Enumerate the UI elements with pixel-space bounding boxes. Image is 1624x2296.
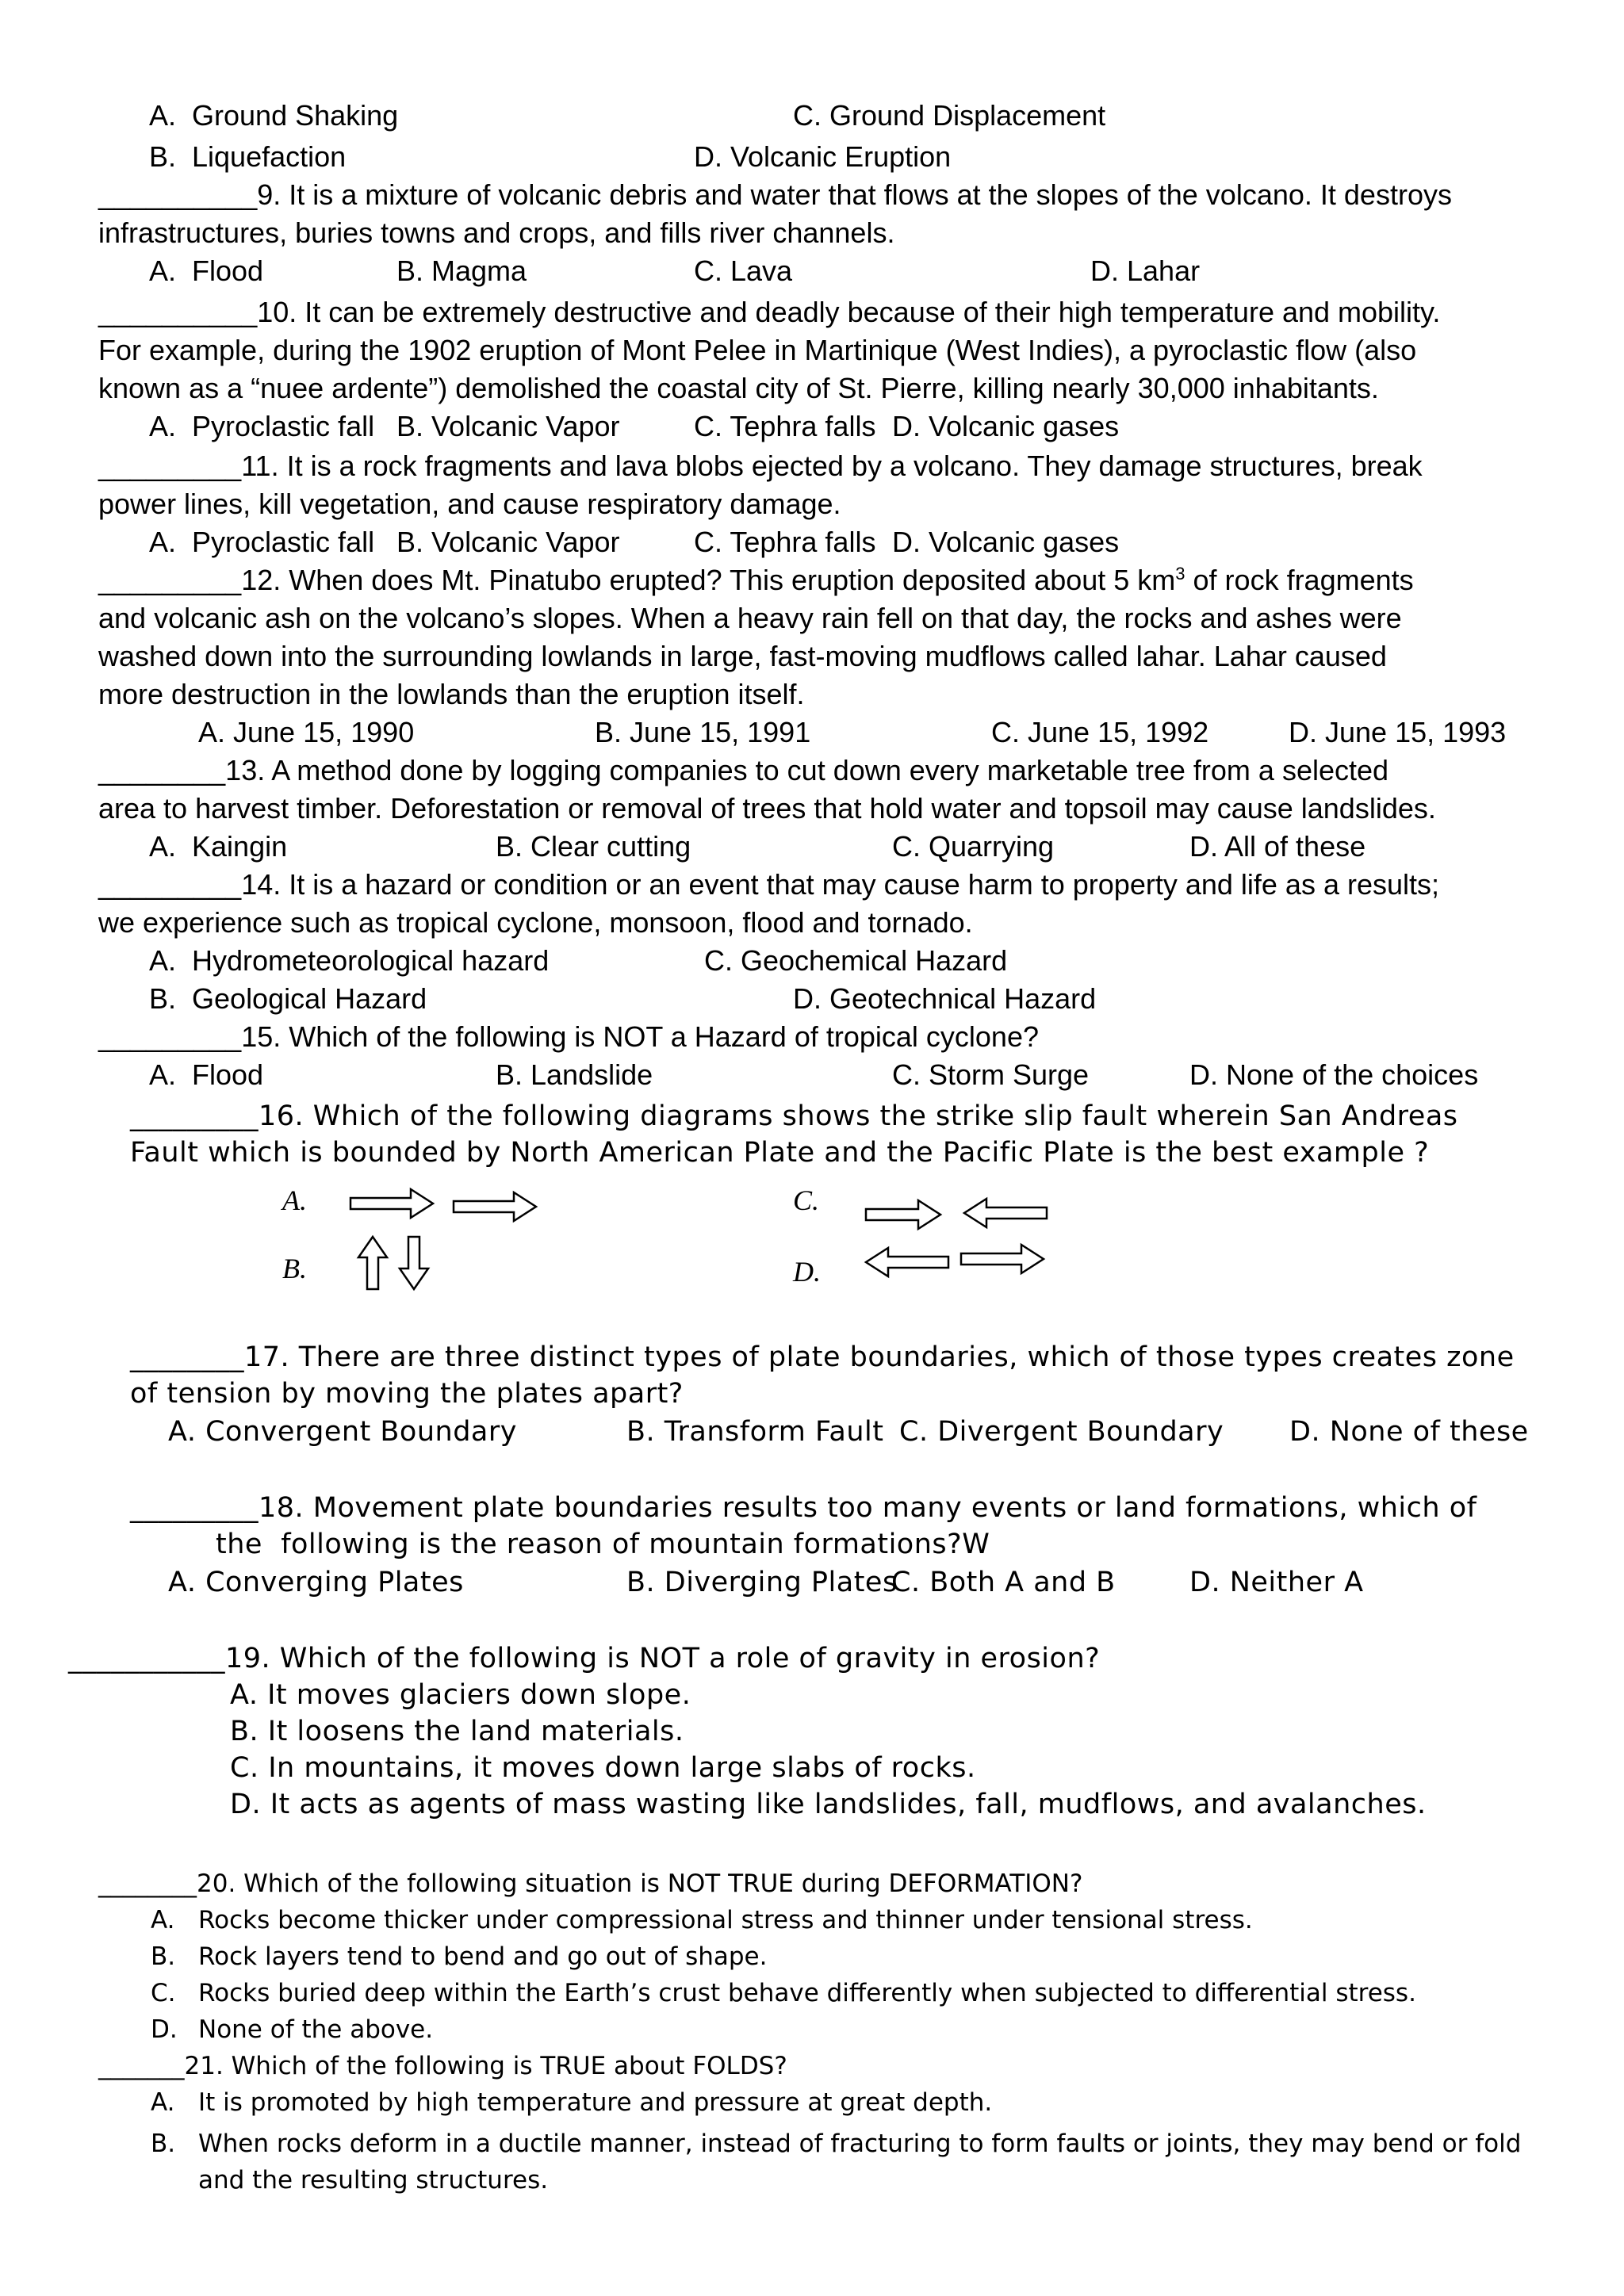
q8-choice-b: B. Liquefaction: [149, 140, 347, 173]
q14-choice-a: A. Hydrometeorological hazard: [149, 944, 550, 977]
q20-text-1: ________20. Which of the following situation is NOT TRUE during DEFORMATION?: [98, 1869, 1083, 1898]
q12-choice-b: B. June 15, 1991: [595, 716, 811, 748]
q17-text-1: ________17. There are three distinct types of plate boundaries, which of those types creates zone: [130, 1341, 1515, 1373]
arrow-left-icon: [864, 1245, 952, 1280]
arrow-right-icon: [349, 1186, 436, 1221]
q20-choice-a: Rocks become thicker under compressional stress and thinner under tensional stress.: [198, 1906, 1253, 1934]
q20-choice-c-label: C.: [151, 1979, 176, 2007]
arrow-down-icon: [396, 1235, 431, 1291]
q21-choice-b-line2: and the resulting structures.: [198, 2166, 549, 2195]
q16-choice-c-label: C.: [793, 1184, 820, 1216]
q9-choice-d: D. Lahar: [1090, 254, 1201, 287]
q14-choice-b: B. Geological Hazard: [149, 982, 427, 1015]
q17-text-2: of tension by moving the plates apart?: [130, 1378, 684, 1410]
arrow-right-icon: [864, 1197, 944, 1232]
q21-choice-a-label: A.: [151, 2088, 175, 2117]
q9-choice-b: B. Magma: [396, 254, 527, 287]
q19-choice-d: D. It acts as agents of mass wasting like landslides, fall, mudflows, and avalanches.: [230, 1789, 1427, 1820]
q13-choice-b: B. Clear cutting: [496, 830, 691, 863]
q19-choice-c: C. In mountains, it moves down large slabs of rocks.: [230, 1752, 976, 1784]
q20-choice-a-label: A.: [151, 1906, 175, 1934]
q15-choice-a: A. Flood: [149, 1058, 264, 1091]
q18-choice-d: D. Neither A: [1189, 1567, 1364, 1598]
q21-choice-b-line1: When rocks deform in a ductile manner, instead of fracturing to form faults or joints, they may bend or fold: [198, 2130, 1522, 2158]
q16-choice-d-label: D.: [793, 1256, 821, 1288]
q11-choice-d: D. Volcanic gases: [892, 526, 1120, 558]
q12-text-1: [98, 561, 1414, 599]
q10-choice-c: C. Tephra falls: [694, 410, 876, 442]
q10-text-3: known as a “nuee ardente”) demolished the coastal city of St. Pierre, killing nearly 30,000 inhabitants.: [98, 372, 1379, 404]
q13-text-2: area to harvest timber. Deforestation or removal of trees that hold water and topsoil may cause landslides.: [98, 792, 1436, 825]
q20-choice-d: None of the above.: [198, 2015, 434, 2044]
q20-choice-b: Rock layers tend to bend and go out of shape.: [198, 1942, 768, 1971]
q8-choice-a: A. Ground Shaking: [149, 99, 399, 132]
q12-choice-a: A. June 15, 1990: [198, 716, 415, 748]
q20-choice-d-label: D.: [151, 2015, 178, 2044]
q10-choice-a: A. Pyroclastic fall: [149, 410, 375, 442]
arrow-right-icon: [959, 1242, 1047, 1276]
q14-choice-d: D. Geotechnical Hazard: [793, 982, 1097, 1015]
q19-choice-a: A. It moves glaciers down slope.: [230, 1679, 691, 1711]
q12-text-2: and volcanic ash on the volcano’s slopes. When a heavy rain fell on that day, the rocks and ashes were: [98, 602, 1402, 634]
q12-choice-d: D. June 15, 1993: [1289, 716, 1507, 748]
q17-choice-a: A. Convergent Boundary: [168, 1416, 517, 1448]
q8-choice-d: D. Volcanic Eruption: [694, 140, 952, 173]
q15-choice-d: D. None of the choices: [1189, 1058, 1479, 1091]
q12-text-1b: of rock fragments: [1185, 564, 1414, 596]
q21-choice-b-label: B.: [151, 2130, 176, 2158]
q17-choice-d: D. None of these: [1289, 1416, 1529, 1448]
q21-text-1: _______21. Which of the following is TRUE about FOLDS?: [98, 2052, 787, 2080]
arrow-left-icon: [963, 1196, 1050, 1230]
q9-text-2: infrastructures, buries towns and crops, and fills river channels.: [98, 216, 895, 249]
q18-text-2: the following is the reason of mountain formations?W: [216, 1529, 990, 1560]
q16-choice-b-label: B.: [282, 1253, 307, 1284]
q11-text-2: power lines, kill vegetation, and cause respiratory damage.: [98, 488, 841, 520]
q21-choice-a: It is promoted by high temperature and pressure at great depth.: [198, 2088, 993, 2117]
q19-text-1: ___________19. Which of the following is NOT a role of gravity in erosion?: [68, 1643, 1101, 1674]
q12-text-1a: _________12. When does Mt. Pinatubo erupted? This eruption deposited about 5 km: [98, 564, 1176, 596]
q10-choice-d: D. Volcanic gases: [892, 410, 1120, 442]
q10-choice-b: B. Volcanic Vapor: [396, 410, 620, 442]
q9-choice-c: C. Lava: [694, 254, 793, 287]
q18-choice-b: B. Diverging Plates: [626, 1567, 898, 1598]
q14-text-2: we experience such as tropical cyclone, monsoon, flood and tornado.: [98, 906, 973, 939]
q11-text-1: _________11. It is a rock fragments and lava blobs ejected by a volcano. They damage structures, break: [98, 450, 1423, 482]
q20-choice-c: Rocks buried deep within the Earth’s crust behave differently when subjected to differential stress.: [198, 1979, 1416, 2007]
q12-text-3: washed down into the surrounding lowlands in large, fast-moving mudflows called lahar. Lahar caused: [98, 640, 1387, 672]
q13-choice-c: C. Quarrying: [892, 830, 1055, 863]
q13-choice-a: A. Kaingin: [149, 830, 288, 863]
q11-choice-b: B. Volcanic Vapor: [396, 526, 620, 558]
q12-choice-c: C. June 15, 1992: [991, 716, 1209, 748]
q18-choice-c: C. Both A and B: [891, 1567, 1116, 1598]
q13-choice-d: D. All of these: [1189, 830, 1366, 863]
q17-choice-c: C. Divergent Boundary: [899, 1416, 1224, 1448]
q10-text-2: For example, during the 1902 eruption of Mont Pelee in Martinique (West Indies), a pyroclastic flow (also: [98, 334, 1417, 366]
q15-choice-c: C. Storm Surge: [892, 1058, 1090, 1091]
arrow-up-icon: [355, 1235, 390, 1291]
q14-text-1: _________14. It is a hazard or condition or an event that may cause harm to property and life as a results;: [98, 868, 1439, 901]
q10-text-1: __________10. It can be extremely destructive and deadly because of their high temperature and mobility.: [98, 296, 1441, 328]
q15-choice-b: B. Landslide: [496, 1058, 653, 1091]
q12-superscript: 3: [1175, 564, 1185, 584]
arrow-right-icon: [452, 1189, 539, 1224]
q13-text-1: ________13. A method done by logging companies to cut down every marketable tree from a selected: [98, 754, 1389, 786]
q20-choice-b-label: B.: [151, 1942, 176, 1971]
q17-choice-b: B. Transform Fault: [626, 1416, 884, 1448]
q18-text-1: _________18. Movement plate boundaries results too many events or land formations, which of: [130, 1492, 1477, 1524]
q15-text-1: _________15. Which of the following is NOT a Hazard of tropical cyclone?: [98, 1020, 1039, 1053]
q16-choice-a-label: A.: [282, 1184, 307, 1216]
q14-choice-c: C. Geochemical Hazard: [704, 944, 1008, 977]
q16-text-1: _________16. Which of the following diagrams shows the strike slip fault wherein San Andreas: [130, 1100, 1458, 1132]
q19-choice-b: B. It loosens the land materials.: [230, 1716, 684, 1747]
q9-text-1: __________9. It is a mixture of volcanic debris and water that flows at the slopes of the volcano. It destroys: [98, 178, 1452, 211]
q8-choice-c: C. Ground Displacement: [793, 99, 1106, 132]
q12-text-4: more destruction in the lowlands than the eruption itself.: [98, 678, 805, 710]
q16-text-2: Fault which is bounded by North American Plate and the Pacific Plate is the best example ?: [130, 1137, 1430, 1169]
q18-choice-a: A. Converging Plates: [168, 1567, 464, 1598]
q9-choice-a: A. Flood: [149, 254, 264, 287]
q11-choice-a: A. Pyroclastic fall: [149, 526, 375, 558]
q11-choice-c: C. Tephra falls: [694, 526, 876, 558]
